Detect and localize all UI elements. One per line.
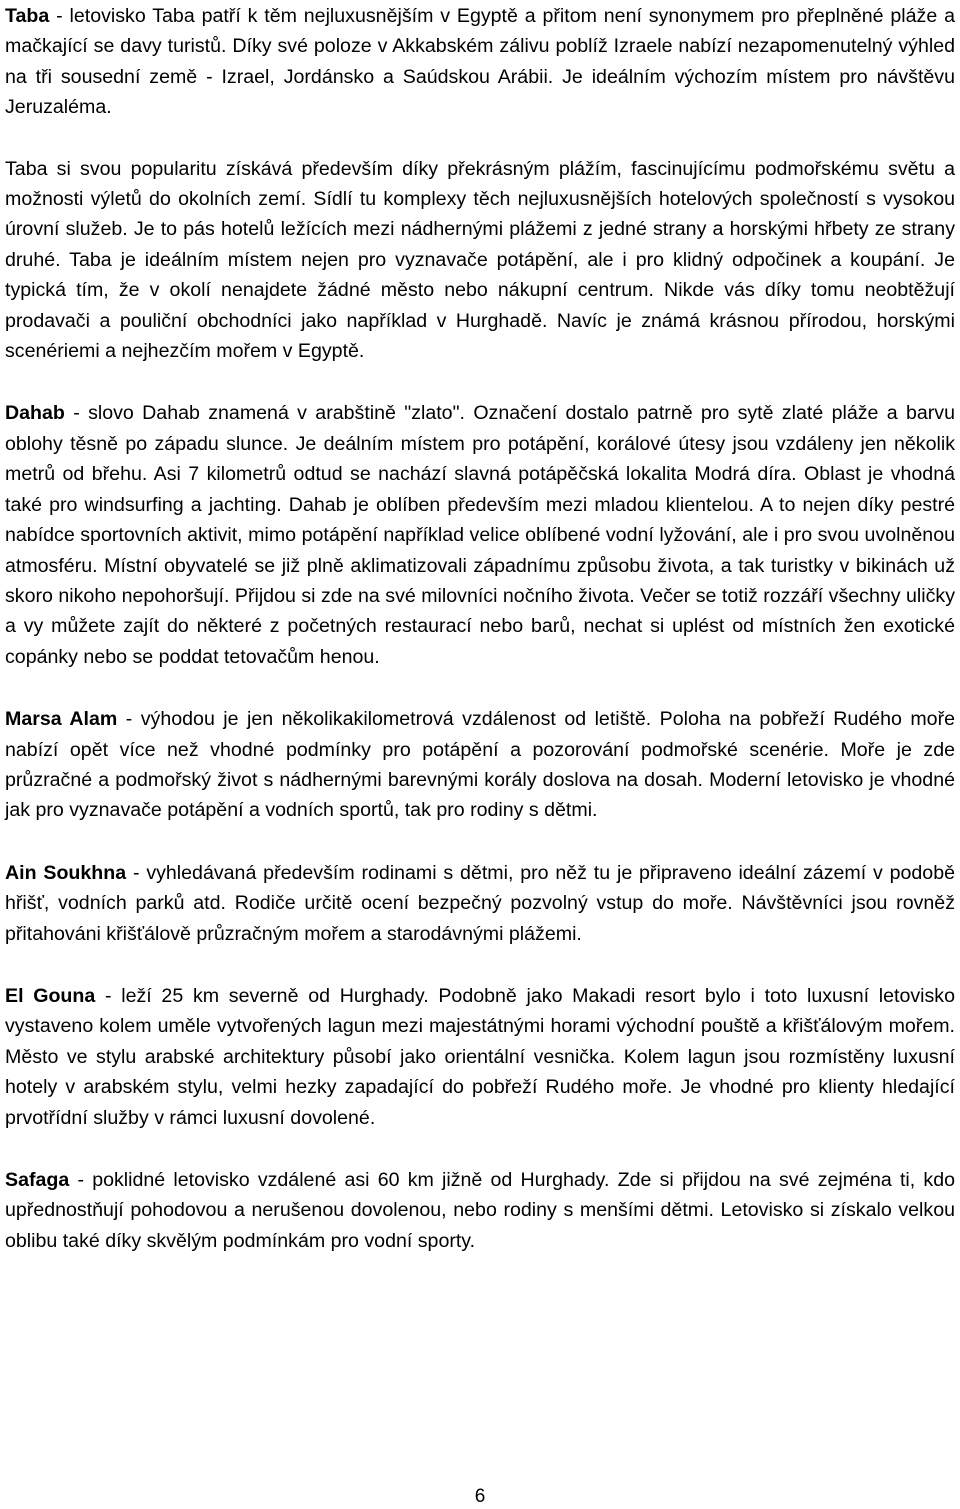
paragraph-safaga	[5, 1164, 955, 1256]
document-page	[5, 0, 955, 1256]
resort-name-taba: Taba	[5, 5, 50, 27]
paragraph-text: - výhodou je jen několikakilometrová vzdálenost od letiště. Poloha na pobřeží Rudého moře nabízí opět více než vhodné podmínky pro potápění a pozorování podmořské scenérie. Moře je zde průzračné a podmořský život s nádhernými barevnými korály doslova na dosah. Moderní letovisko je vhodné jak pro vyznavače potápění a vodních sportů, tak pro rodiny s dětmi.	[5, 708, 955, 822]
resort-name-ain-soukhna: Ain Soukhna	[5, 861, 127, 884]
page-number: 6	[474, 1486, 486, 1507]
paragraph-dahab	[5, 397, 955, 672]
resort-name-marsa-alam: Marsa Alam	[5, 708, 118, 731]
resort-name-el-gouna: El Gouna	[5, 984, 96, 1007]
paragraph-taba-details	[5, 153, 955, 367]
paragraph-text: - leží 25 km severně od Hurghady. Podobně jako Makadi resort bylo i toto luxusní letovisko vystaveno kolem uměle vytvořených lagun mezi majestátnými horami východní pouště a křišťálovým mořem. Město ve stylu arabské architektury působí jako orientální vesnička. Kolem lagun jsou rozmístěny luxusní hotely v arabském stylu, velmi hezky zapadající do pobřeží Rudého moře. Je vhodné pro klienty hledající prvotřídní služby v rámci luxusní dovolené.	[5, 984, 955, 1129]
resort-name-safaga: Safaga	[5, 1169, 70, 1191]
paragraph-taba	[5, 0, 955, 123]
paragraph-text: - poklidné letovisko vzdálené asi 60 km jižně od Hurghady. Zde si přijdou na své zejména ti, kdo upřednostňují pohodovou a nerušenou dovolenou, nebo rodiny s menšími dětmi. Letovisko si získalo velkou oblibu také díky skvělým podmínkám pro vodní sporty.	[5, 1169, 955, 1252]
paragraph-text: Taba si svou popularitu získává především díky překrásným plážím, fascinujícímu podmořskému světu a možnosti výletů do okolních zemí. Sídlí tu komplexy těch nejluxusnějších hotelových společností s vysokou úrovní služeb. Je to pás hotelů ležících mezi nádhernými plážemi z jedné strany a horskými hřbety ze strany druhé. Taba je ideálním místem nejen pro vyznavače potápění, ale i pro klidný odpočinek a koupání. Je typická tím, že v okolí nenajdete žádné město nebo nákupní centrum. Nikde vás díky tomu neobtěžují prodavači a pouliční obchodníci jako například v Hurghadě. Navíc je známá krásnou přírodou, horskými scenériemi a nejhezčím mořem v Egyptě.	[5, 157, 955, 363]
paragraph-marsa-alam	[5, 703, 955, 826]
paragraph-ain-soukhna	[5, 857, 955, 949]
paragraph-text: - vyhledávaná především rodinami s dětmi, pro něž tu je připraveno ideální zázemí v podobě hřišť, vodních parků atd. Rodiče určitě ocení bezpečný pozvolný vstup do moře. Návštěvníci jsou rovněž přitahováni křišťálově průzračným mořem a starodávnými plážemi.	[5, 861, 955, 945]
paragraph-el-gouna	[5, 980, 955, 1133]
paragraph-text: - slovo Dahab znamená v arabštině "zlato". Označení dostalo patrně pro sytě zlaté pláže a barvu oblohy těsně po západu slunce. Je deálním místem pro potápění, korálové útesy jsou vzdáleny jen několik metrů od břehu. Asi 7 kilometrů odtud se nachází slavná potápěčská lokalita Modrá díra. Oblast je vhodná také pro windsurfing a jachting. Dahab je oblíben především mezi mladou klientelou. A to nejen díky pestré nabídce sportovních aktivit, mimo potápění například velice oblíbené vodní lyžování, ale i pro svou uvolněnou atmosféru. Místní obyvatelé se již plně aklimatizovali západnímu způsobu života, a tak turistky v bikinách už skoro nikoho nepohoršují. Přijdou si zde na své milovníci nočního života. Večer se totiž rozzáří všechny uličky a vy můžete zajít do některé z početných restaurací nebo barů, nechat si uplést od místních žen exotické copánky nebo se poddat tetovačům henou.	[5, 402, 955, 668]
paragraph-text: - letovisko Taba patří k těm nejluxusnějším v Egyptě a přitom není synonymem pro přeplněné pláže a mačkající se davy turistů. Díky své poloze v Akkabském zálivu poblíž Izraele nabízí nezapomenutelný výhled na tři sousední země - Izrael, Jordánsko a Saúdskou Arábii. Je ideálním výchozím místem pro návštěvu Jeruzaléma.	[5, 5, 955, 119]
resort-name-dahab: Dahab	[5, 402, 65, 425]
